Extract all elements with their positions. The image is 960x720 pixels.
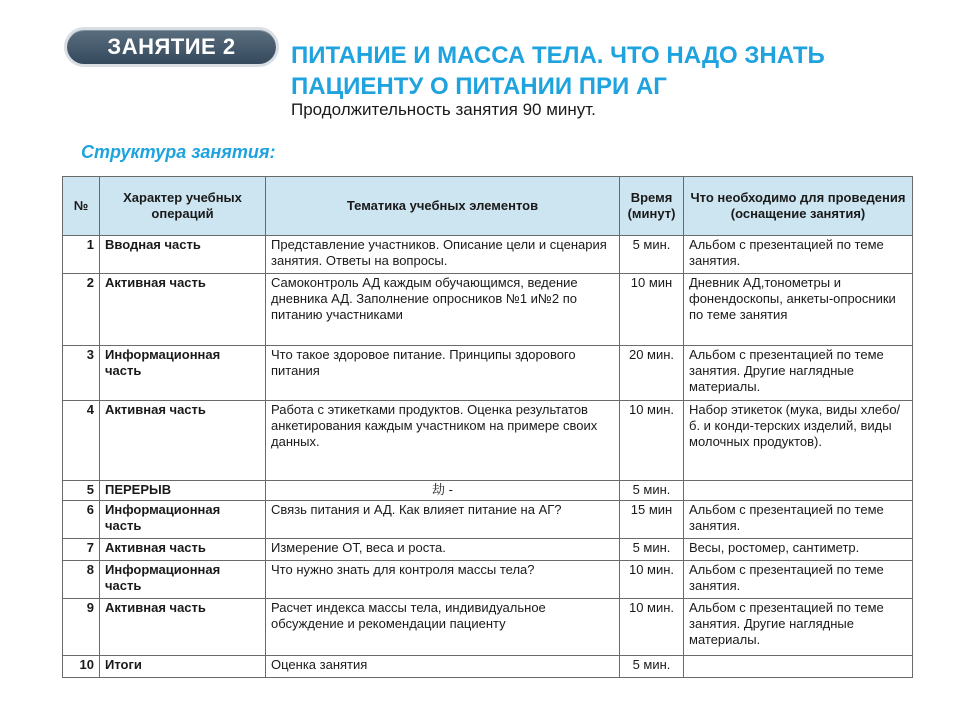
row-operation: Вводная часть — [100, 236, 266, 274]
row-topic: Связь питания и АД. Как влияет питание на АГ? — [266, 501, 620, 539]
row-time: 5 мин. — [620, 236, 684, 274]
row-topic: Самоконтроль АД каждым обучающимся, ведение дневника АД. Заполнение опросников №1 и№2 по питанию участниками — [266, 274, 620, 346]
row-equipment: Альбом с презентацией по теме занятия. — [684, 236, 913, 274]
row-topic: Работа с этикетками продуктов. Оценка результатов анкетирования каждым участником на примере своих данных. — [266, 401, 620, 481]
table-header-row — [63, 177, 913, 236]
table-row — [63, 274, 913, 346]
row-equipment — [684, 481, 913, 501]
column-header-time: Время (минут) — [620, 177, 684, 236]
table-row — [63, 656, 913, 678]
row-operation: ПЕРЕРЫВ — [100, 481, 266, 501]
table-row — [63, 481, 913, 501]
row-time: 5 мин. — [620, 481, 684, 501]
lesson-structure-table — [62, 176, 913, 678]
table-row — [63, 539, 913, 561]
row-topic: Что такое здоровое питание. Принципы здорового питания — [266, 346, 620, 401]
row-num: 10 — [63, 656, 100, 678]
row-time: 5 мин. — [620, 656, 684, 678]
row-time: 10 мин. — [620, 599, 684, 656]
row-num: 5 — [63, 481, 100, 501]
row-num: 4 — [63, 401, 100, 481]
row-time: 10 мин. — [620, 561, 684, 599]
row-time: 5 мин. — [620, 539, 684, 561]
row-equipment: Альбом с презентацией по теме занятия. Другие наглядные материалы. — [684, 599, 913, 656]
row-operation: Активная часть — [100, 401, 266, 481]
row-num: 9 — [63, 599, 100, 656]
row-equipment: Весы, ростомер, сантиметр. — [684, 539, 913, 561]
table-row — [63, 599, 913, 656]
row-num: 2 — [63, 274, 100, 346]
row-topic: Оценка занятия — [266, 656, 620, 678]
row-time: 10 мин — [620, 274, 684, 346]
row-operation: Активная часть — [100, 274, 266, 346]
table-row — [63, 346, 913, 401]
row-equipment: Альбом с презентацией по теме занятия. — [684, 561, 913, 599]
row-operation: Информационная часть — [100, 561, 266, 599]
table-row — [63, 236, 913, 274]
row-time: 20 мин. — [620, 346, 684, 401]
column-header-operation: Характер учебных операций — [100, 177, 266, 236]
row-num: 6 — [63, 501, 100, 539]
row-equipment: Набор этикеток (мука, виды хлебо/б. и конди-терских изделий, виды молочных продуктов). — [684, 401, 913, 481]
row-operation: Информационная часть — [100, 346, 266, 401]
page-title: ПИТАНИЕ И МАССА ТЕЛА. ЧТО НАДО ЗНАТЬ ПАЦИЕНТУ О ПИТАНИИ ПРИ АГ — [291, 42, 825, 100]
row-topic: Измерение ОТ, веса и роста. — [266, 539, 620, 561]
row-equipment: Альбом с презентацией по теме занятия. — [684, 501, 913, 539]
row-operation: Активная часть — [100, 539, 266, 561]
lesson-duration: Продолжительность занятия 90 минут. — [291, 100, 596, 119]
table-row — [63, 401, 913, 481]
structure-heading: Структура занятия: — [81, 142, 276, 162]
row-num: 8 — [63, 561, 100, 599]
row-num: 1 — [63, 236, 100, 274]
row-topic: Что нужно знать для контроля массы тела? — [266, 561, 620, 599]
row-operation: Информационная часть — [100, 501, 266, 539]
row-time: 10 мин. — [620, 401, 684, 481]
table-row — [63, 501, 913, 539]
row-topic: 劫 - — [266, 481, 620, 501]
row-equipment: Дневник АД,тонометры и фонендоскопы, анкеты-опросники по теме занятия — [684, 274, 913, 346]
column-header-num: № — [63, 177, 100, 236]
row-time: 15 мин — [620, 501, 684, 539]
row-operation: Активная часть — [100, 599, 266, 656]
row-equipment: Альбом с презентацией по теме занятия. Другие наглядные материалы. — [684, 346, 913, 401]
row-num: 3 — [63, 346, 100, 401]
table-row — [63, 561, 913, 599]
row-topic: Расчет индекса массы тела, индивидуальное обсуждение и рекомендации пациенту — [266, 599, 620, 656]
lesson-badge: ЗАНЯТИЕ 2 — [67, 30, 276, 64]
row-num: 7 — [63, 539, 100, 561]
row-operation: Итоги — [100, 656, 266, 678]
column-header-equipment: Что необходимо для проведения (оснащение занятия) — [684, 177, 913, 236]
row-equipment — [684, 656, 913, 678]
row-topic: Представление участников. Описание цели и сценария занятия. Ответы на вопросы. — [266, 236, 620, 274]
column-header-topic: Тематика учебных элементов — [266, 177, 620, 236]
